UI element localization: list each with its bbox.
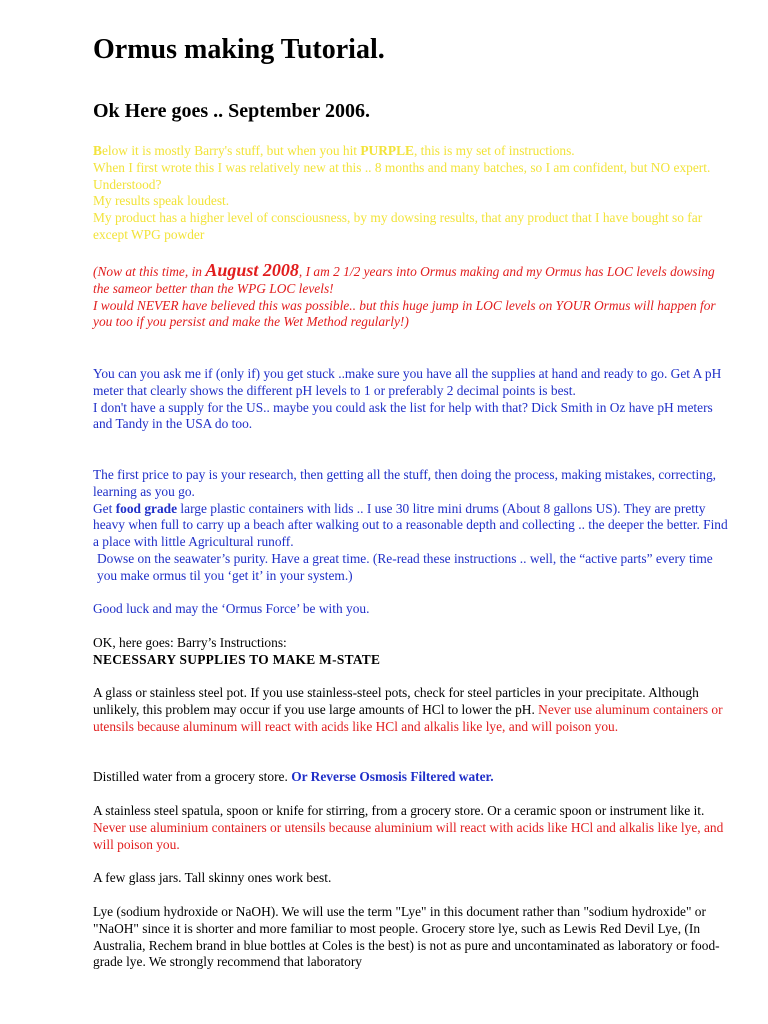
intro-initial: B [93,143,102,158]
ph-meter-paragraph [93,366,733,433]
lye-paragraph [93,904,733,971]
update-line-1 [93,262,733,298]
water-text [93,769,733,786]
update-pre: (Now at this time, in [93,264,206,279]
august-date: August 2008 [205,260,299,280]
spatula-desc: A stainless steel spatula, spoon or knife for stirring, from a grocery store. Or a ceramic spoon or instrument like it. [93,803,705,818]
update-post: , I am 2 1/2 years into Ormus making and my Ormus has LOC levels dowsing the sameor better than the WPG LOC levels! [93,264,715,296]
page-subtitle: Ok Here goes .. September 2006. [93,100,371,122]
water-paragraph [93,769,733,786]
containers-detail: large plastic containers with lids .. I use 30 litre mini drums (About 8 gallons US). They are pretty heavy when full to carry up a beach after walking out to a reasonable depth and collecting .. the deeper the better. Find a place with little Agricultural runoff. [93,500,728,550]
good-luck-text: Good luck and may the ‘Ormus Force’ be with you. [93,601,370,616]
jars-text: A few glass jars. Tall skinny ones work best. [93,870,332,885]
ph-meter-text: You can you ask me if (only if) you get stuck ..make sure you have all the supplies at hand and ready to go. Get A pH meter that clearly shows the different pH levels to 1 or preferably 2 decimal points is best. [93,366,722,398]
spatula-paragraph [93,803,733,853]
update-line-2: I would NEVER have believed this was possible.. but this huge jump in LOC levels on YOUR Ormus will happen for you too if you persist and make the Wet Method regularly!) [93,297,716,330]
pot-desc: A glass or stainless steel pot. If you use stainless-steel pots, check for steel particles in your precipitate. Although unlikely, this problem may occur if you use large amounts of HCl to lower the pH. [93,685,699,717]
food-grade-keyword: food grade [115,500,178,516]
supply-text: I don't have a supply for the US.. maybe you could ask the list for help with that? Dick Smith in Oz have pH meters and Tandy in the USA do too. [93,399,713,432]
get-word: Get [93,500,116,516]
intro-line-3: My results speak loudest. [93,193,230,209]
barry-intro: OK, here goes: Barry’s Instructions: [93,635,287,650]
water-desc: Distilled water from a grocery store. [93,769,292,784]
containers-text [93,501,733,551]
supplies-heading: NECESSARY SUPPLIES TO MAKE M-STATE [93,651,381,667]
intro-line-1 [93,143,733,160]
intro-text-b: , this is my set of instructions. [413,143,575,158]
good-luck-paragraph [93,601,733,618]
lye-text: Lye (sodium hydroxide or NaOH). We will use the term "Lye" in this document rather than "sodium hydroxide" or "NaOH" since it is shorter and more familiar to most people. Grocery store lye, such as Lewis Red Devil Lye, (In Australia, Rechem brand in blue bottles at Coles is the best) is not as pure and uncontaminated as laboratory or food-grade lye. We strongly recommend that laboratory [93,904,720,970]
intro-paragraph [93,143,733,244]
page-title: Ormus making Tutorial. [93,34,385,65]
dowse-text: Dowse on the seawater’s purity. Have a great time. (Re-read these instructions .. well, the “active parts” every time you make ormus til you ‘get it’ in your system.) [97,550,713,583]
ro-water-note: Or Reverse Osmosis Filtered water. [291,769,494,784]
pot-paragraph [93,685,733,735]
intro-line-2: When I first wrote this I was relatively new at this .. 8 months and many batches, so I am confident, but NO expert. Understood? [93,159,711,192]
barry-instructions [93,635,733,669]
update-paragraph [93,262,733,331]
pot-warning: Never use aluminum containers or utensils because aluminum will react with acids like HCl and alkalis like lye, and will poison you. [93,701,723,734]
spatula-warning: Never use aluminium containers or utensils because aluminium will react with acids like HCl and alkalis like lye, and will poison you. [93,819,724,852]
pot-text [93,685,733,735]
research-text: The first price to pay is your research, then getting all the stuff, then doing the process, making mistakes, correcting, learning as you go. [93,467,716,499]
intro-line-4: My product has a higher level of consciousness, by my dowsing results, that any product that I have bought so far except WPG powder [93,210,703,242]
jars-paragraph [93,870,733,887]
purple-keyword: PURPLE [360,143,414,158]
intro-text-a: elow it is mostly Barry's stuff, but when you hit [101,143,361,158]
spatula-text [93,803,733,853]
research-paragraph [93,467,733,585]
